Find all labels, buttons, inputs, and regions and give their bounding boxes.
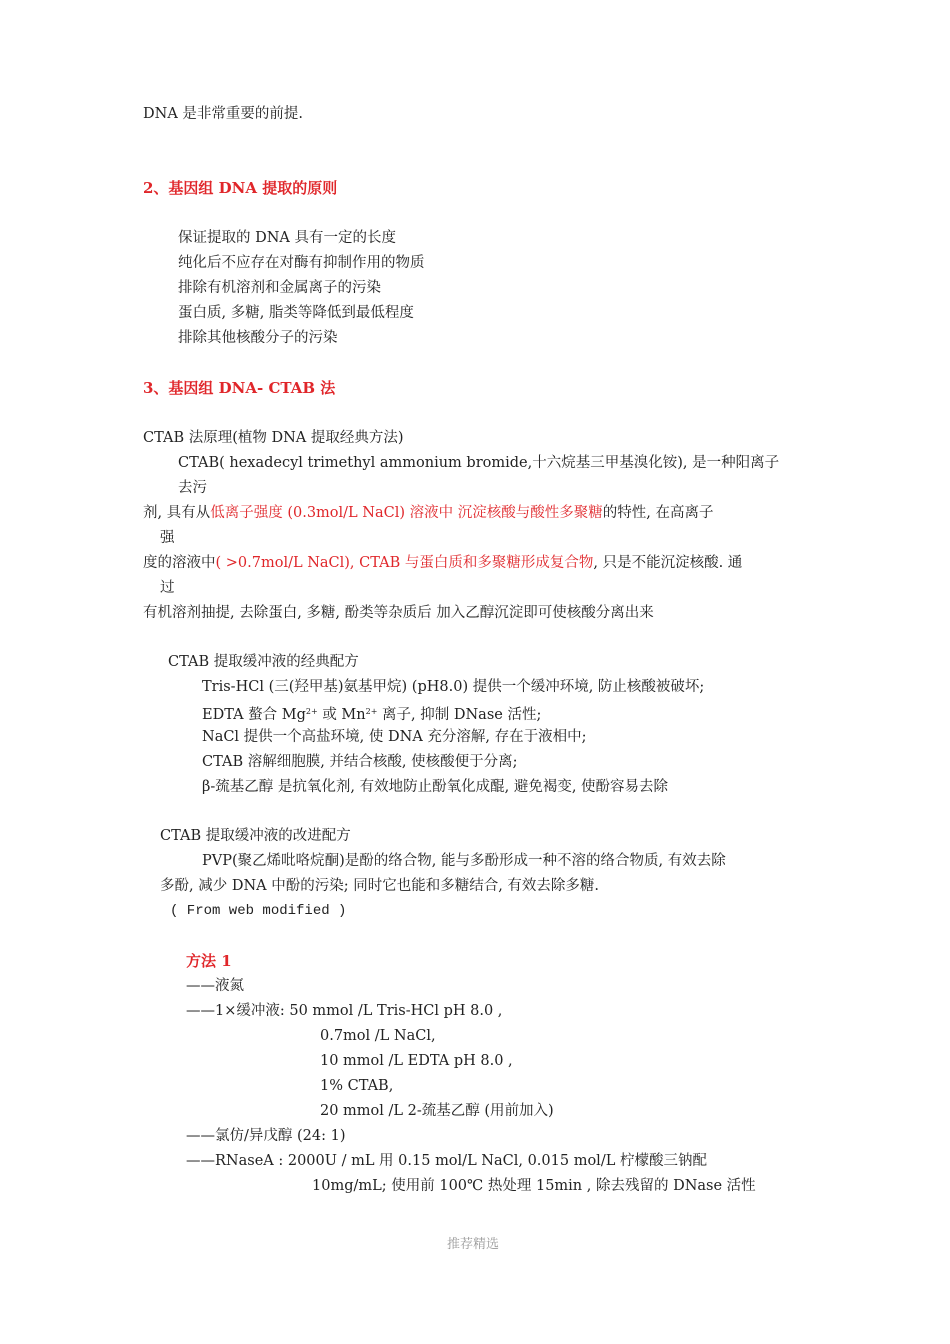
page-footer: 推荐精选 <box>447 1237 500 1252</box>
method1-buffer-line-3: 10 mmol /L EDTA pH 8.0 , <box>320 1053 513 1069</box>
classic-item-ctab: CTAB 溶解细胞膜, 并结合核酸, 使核酸便于分离; <box>202 754 518 770</box>
section3-heading: 3、基因组 DNA- CTAB 法 <box>143 379 336 397</box>
ctab-principle-line-3-wrap: 过 <box>160 580 175 596</box>
superscript: 2+ <box>365 707 378 716</box>
classic-item-tris: Tris-HCl (三(羟甲基)氨基甲烷) (pH8.0) 提供一个缓冲环境, 防止核酸被破坏; <box>202 679 705 695</box>
text-segment: 度的溶液中 <box>143 555 216 571</box>
classic-formula-title: CTAB 提取缓冲液的经典配方 <box>168 654 359 670</box>
section2-heading: 2、基因组 DNA 提取的原则 <box>143 179 338 197</box>
method1-liquid-nitrogen: ——液氮 <box>186 978 244 994</box>
ctab-principle-line-2 <box>143 503 713 523</box>
method1-chloroform: ——氯仿/异戊醇 (24: 1) <box>186 1128 346 1144</box>
text-segment: , 只是不能沉淀核酸. 通 <box>593 555 743 571</box>
ctab-principle-line-4: 有机溶剂抽提, 去除蛋白, 多糖, 酚类等杂质后 加入乙醇沉淀即可使核酸分离出来 <box>143 605 654 621</box>
text-segment: 的特性, 在高离子 <box>602 505 714 521</box>
text-segment: 离子, 抑制 DNase 活性; <box>377 707 542 723</box>
intro-line: DNA 是非常重要的前提. <box>143 106 304 122</box>
method1-buffer-line-4: 1% CTAB, <box>320 1078 394 1094</box>
superscript: 2+ <box>305 707 318 716</box>
source-note: ( From web modified ) <box>170 903 347 919</box>
ctab-principle-line-2-wrap: 强 <box>160 530 175 546</box>
highlight-red: ( >0.7mol/L NaCl), CTAB 与蛋白质和多聚糖形成复合物 <box>215 555 594 571</box>
ctab-principle-line-3 <box>143 553 742 573</box>
highlight-red: 低离子强度 (0.3mol/L NaCl) 溶液中 沉淀核酸与酸性多聚糖 <box>210 505 603 521</box>
principle-item-1: 保证提取的 DNA 具有一定的长度 <box>178 230 397 246</box>
principle-item-2: 纯化后不应存在对酶有抑制作用的物质 <box>178 255 425 271</box>
text-segment: 或 Mn <box>317 707 366 723</box>
method1-rnase-line-2: 10mg/mL; 使用前 100℃ 热处理 15min , 除去残留的 DNase 活性 <box>312 1178 756 1194</box>
classic-item-nacl: NaCl 提供一个高盐环境, 使 DNA 充分溶解, 存在于液相中; <box>202 729 587 745</box>
method1-buffer-line-5: 20 mmol /L 2-巯基乙醇 (用前加入) <box>320 1103 554 1119</box>
classic-item-bme: β-巯基乙醇 是抗氧化剂, 有效地防止酚氧化成醌, 避免褐变, 使酚容易去除 <box>202 779 669 795</box>
method1-rnase-line-1: ——RNaseA : 2000U / mL 用 0.15 mol/L NaCl, 0.015 mol/L 柠檬酸三钠配 <box>186 1153 707 1169</box>
method1-title: 方法 1 <box>186 952 232 970</box>
text-segment: EDTA 螯合 Mg <box>202 707 306 723</box>
principle-item-4: 蛋白质, 多糖, 脂类等降低到最低程度 <box>178 305 414 321</box>
classic-item-edta <box>202 702 541 725</box>
ctab-principle-title: CTAB 法原理(植物 DNA 提取经典方法) <box>143 430 404 446</box>
principle-item-3: 排除有机溶剂和金属离子的污染 <box>178 280 381 296</box>
improved-formula-title: CTAB 提取缓冲液的改进配方 <box>160 828 351 844</box>
ctab-principle-line-1-wrap: 去污 <box>178 480 207 496</box>
pvp-line-1: PVP(聚乙烯吡咯烷酮)是酚的络合物, 能与多酚形成一种不溶的络合物质, 有效去除 <box>202 853 726 869</box>
method1-buffer-line-1: ——1×缓冲液: 50 mmol /L Tris-HCl pH 8.0 , <box>186 1003 503 1019</box>
principle-item-5: 排除其他核酸分子的污染 <box>178 330 338 346</box>
ctab-principle-line-1: CTAB( hexadecyl trimethyl ammonium bromide,十六烷基三甲基溴化铵), 是一种阳离子 <box>178 455 780 471</box>
pvp-line-2: 多酚, 减少 DNA 中酚的污染; 同时它也能和多糖结合, 有效去除多糖. <box>160 878 600 894</box>
text-segment: 剂, 具有从 <box>143 505 211 521</box>
method1-buffer-line-2: 0.7mol /L NaCl, <box>320 1028 436 1044</box>
